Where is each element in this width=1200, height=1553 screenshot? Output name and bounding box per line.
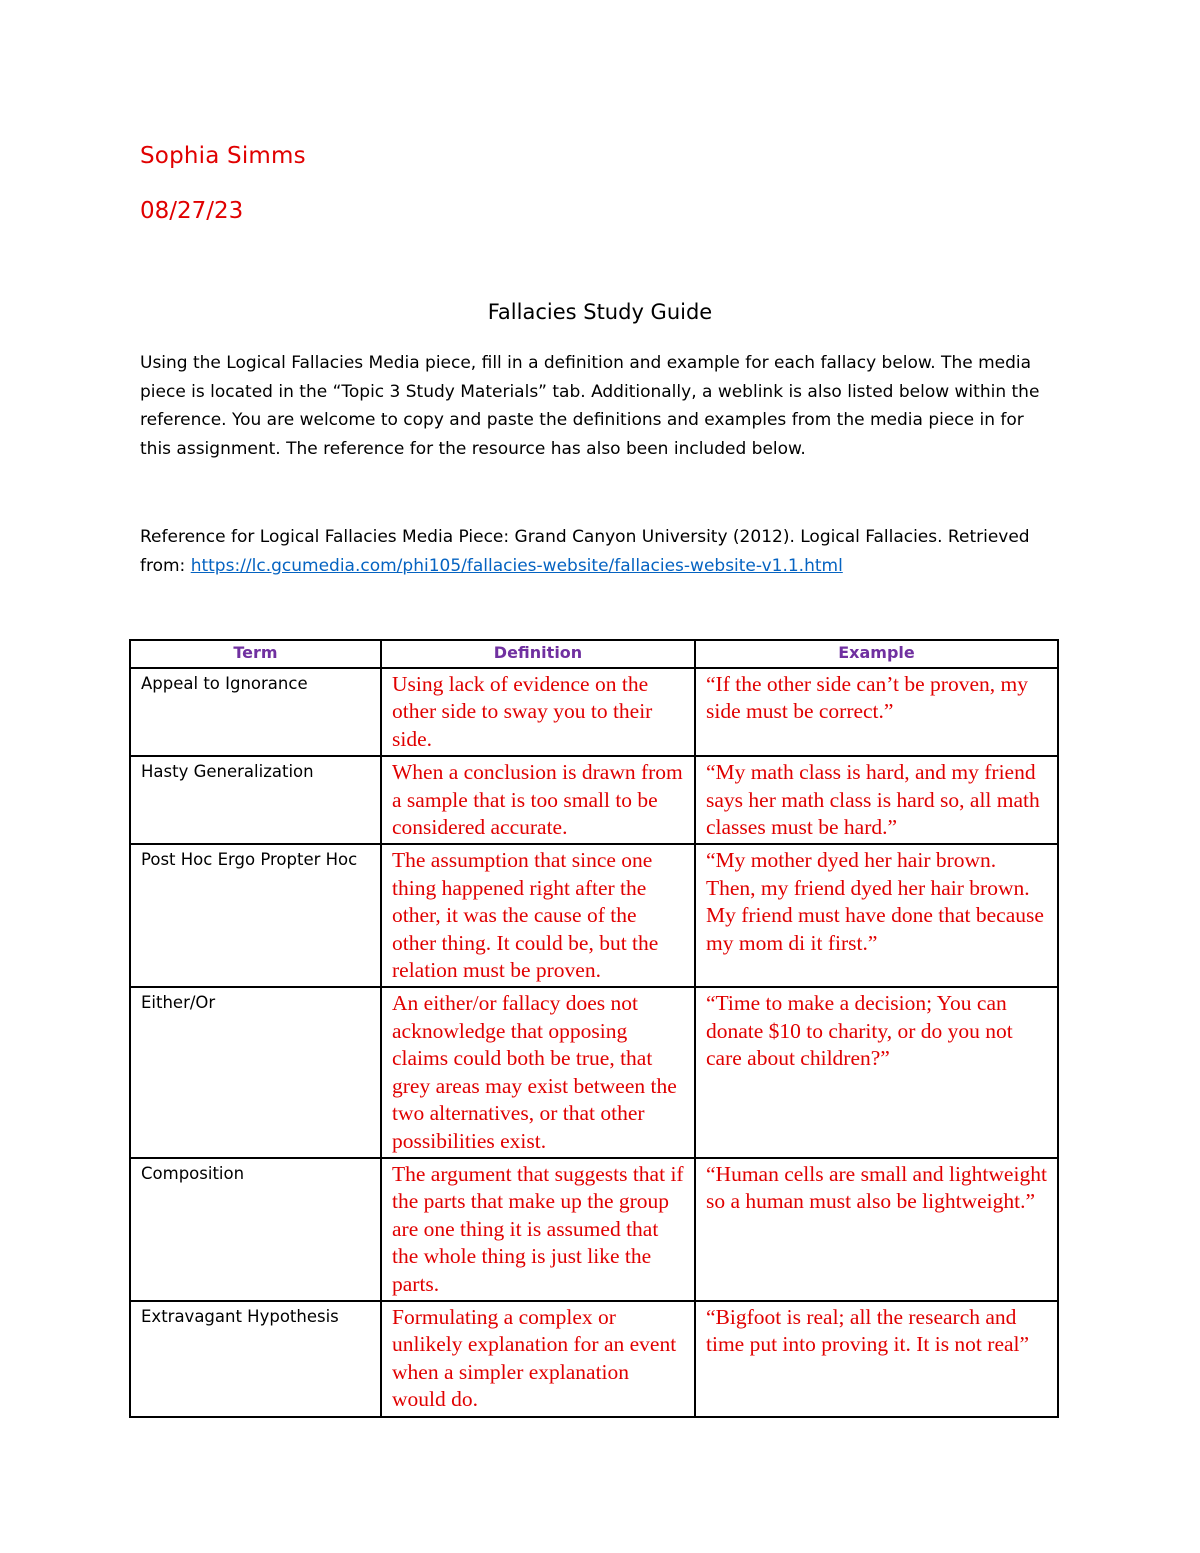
term-cell: Composition [130,1158,381,1301]
header-example: Example [695,640,1058,668]
header-definition: Definition [381,640,695,668]
term-cell: Extravagant Hypothesis [130,1301,381,1417]
definition-cell: When a conclusion is drawn from a sample that is too small to be considered accurate. [381,756,695,844]
example-cell: “My math class is hard, and my friend says her math class is hard so, all math classes must be hard.” [695,756,1058,844]
reference-link[interactable]: https://lc.gcumedia.com/phi105/fallacies-website/fallacies-website-v1.1.html [190,555,843,576]
table-row [130,756,1058,844]
table-header-row [130,640,1058,668]
example-cell: “My mother dyed her hair brown. Then, my friend dyed her hair brown. My friend must have done that because my mom di it first.” [695,844,1058,987]
table-row [130,1158,1058,1301]
example-cell: “Bigfoot is real; all the research and time put into proving it. It is not real” [695,1301,1058,1417]
definition-cell: An either/or fallacy does not acknowledge that opposing claims could both be true, that grey areas may exist between the two alternatives, or that other possibilities exist. [381,987,695,1157]
example-cell: “If the other side can’t be proven, my side must be correct.” [695,668,1058,756]
example-cell: “Time to make a decision; You can donate $10 to charity, or do you not care about children?” [695,987,1058,1157]
term-cell: Either/Or [130,987,381,1157]
definition-cell: Using lack of evidence on the other side to sway you to their side. [381,668,695,756]
document-date: 08/27/23 [140,198,244,224]
fallacies-table [129,639,1059,1418]
example-cell: “Human cells are small and lightweight so a human must also be lightweight.” [695,1158,1058,1301]
page-title: Fallacies Study Guide [487,300,713,324]
term-cell: Appeal to Ignorance [130,668,381,756]
definition-cell: Formulating a complex or unlikely explanation for an event when a simpler explanation would do. [381,1301,695,1417]
definition-cell: The assumption that since one thing happened right after the other, it was the cause of the other thing. It could be, but the relation must be proven. [381,844,695,987]
instructions-paragraph: Using the Logical Fallacies Media piece, fill in a definition and example for each fallacy below. The media piece is located in the “Topic 3 Study Materials” tab. Additionally, a weblink is also listed below within the reference. You are welcome to copy and paste the definitions and examples from the media piece in for this assignment. The reference for the resource has also been included below. [140,353,1040,459]
table-row [130,668,1058,756]
term-cell: Post Hoc Ergo Propter Hoc [130,844,381,987]
author-name: Sophia Simms [140,143,306,169]
header-term: Term [130,640,381,668]
reference-text: Reference for Logical Fallacies Media Piece: Grand Canyon University (2012). Logical Fallacies. Retrieved from: [140,527,1030,576]
term-cell: Hasty Generalization [130,756,381,844]
definition-cell: The argument that suggests that if the parts that make up the group are one thing it is assumed that the whole thing is just like the parts. [381,1158,695,1301]
reference-paragraph [140,523,1060,580]
table-row [130,987,1058,1157]
table-row [130,844,1058,987]
table-row [130,1301,1058,1417]
